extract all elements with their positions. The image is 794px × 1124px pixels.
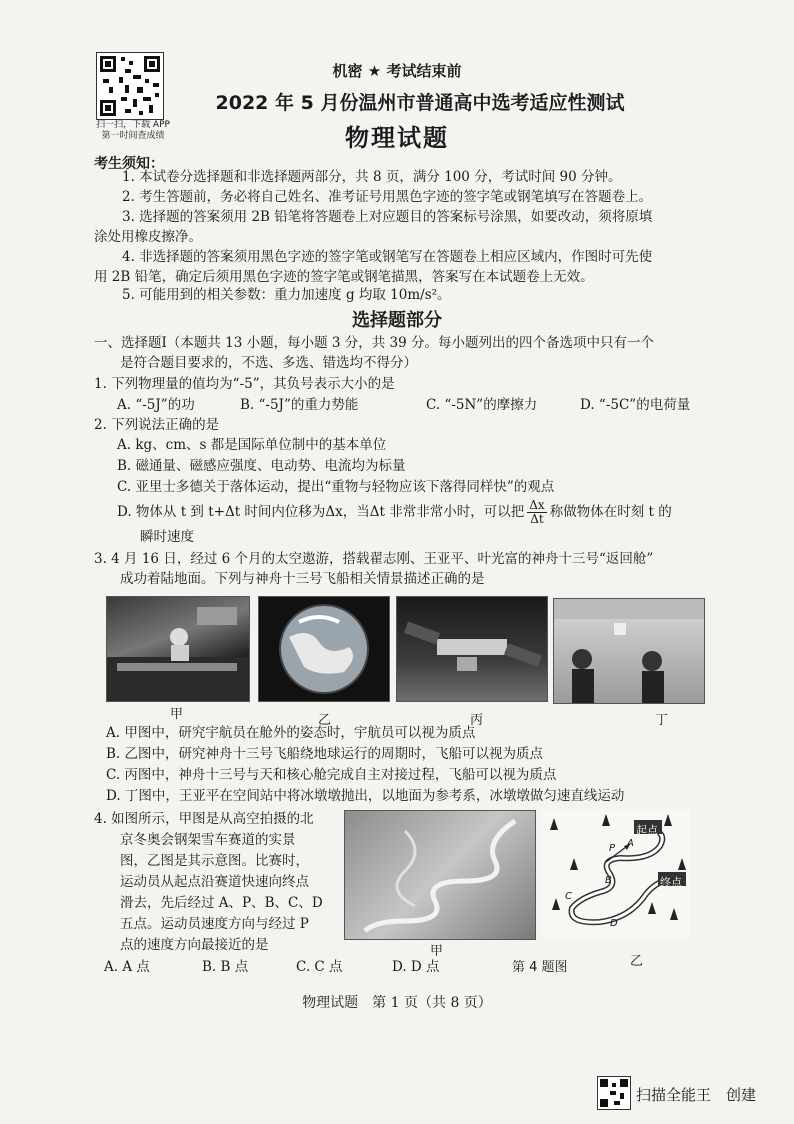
- q2-stem: 2. 下列说法正确的是: [94, 417, 220, 433]
- caption-q4-jia: 甲: [430, 944, 444, 959]
- part1-instruction: 一、选择题Ⅰ（本题共 13 小题，每小题 3 分，共 39 分。每小题列出的四个备选项中只有一个: [94, 335, 655, 351]
- q2-option-d-text: D. 物体从 t 到 t+Δt 时间内位移为Δx，当Δt 非常非常小时，可以把: [117, 504, 525, 520]
- q2-option-b: B. 磁通量、磁感应强度、电动势、电流均为标量: [117, 458, 406, 474]
- scanner-qr-code: [597, 1076, 631, 1110]
- photo-ding-station: [553, 598, 705, 704]
- subject-title: 物理试题: [345, 124, 449, 152]
- q4-stem-line: 京冬奥会钢架雪车赛道的实景: [120, 832, 296, 848]
- q3-stem-2: 成功着陆地面。下列与神舟十三号飞船相关情景描述正确的是: [120, 571, 485, 587]
- section-title: 选择题部分: [352, 310, 442, 331]
- fraction: [527, 499, 546, 526]
- q3-option-c: C. 丙图中，神舟十三号与天和核心舱完成自主对接过程，飞船可以视为质点: [106, 767, 557, 783]
- scanner-label: 扫描全能王 创建: [636, 1086, 757, 1104]
- notice-line: 2. 考生答题前，务必将自己姓名、准考证号用黑色字迹的签字笔或钢笔填写在答题卷上。: [122, 189, 653, 205]
- q4-option-a: A. A 点: [104, 959, 150, 975]
- notice-line: 用 2B 铅笔，确定后须用黑色字迹的签字笔或钢笔描黑，答案写在本试题卷上无效。: [94, 269, 594, 285]
- notice-line: 5. 可能用到的相关参数：重力加速度 g 均取 10m/s²。: [122, 287, 451, 303]
- q3-stem: 3. 4 月 16 日，经过 6 个月的太空遨游，搭载翟志刚、王亚平、叶光富的神舟十三号“返回舱”: [94, 551, 654, 567]
- q4-option-b: B. B 点: [202, 959, 249, 975]
- exam-title: 2022 年 5 月份温州市普通高中选考适应性测试: [215, 92, 625, 114]
- q3-option-a: A. 甲图中，研究宇航员在舱外的姿态时，宇航员可以视为质点: [106, 725, 476, 741]
- q1-option-c: C. “-5N”的摩擦力: [426, 397, 538, 413]
- point-a: A: [627, 838, 634, 849]
- q1-option-d: D. “-5C”的电荷量: [580, 397, 691, 413]
- q4-stem-line: 滑去，先后经过 A、P、B、C、D: [120, 895, 323, 911]
- fraction-numerator: Δx: [529, 498, 545, 512]
- notice-line: 1. 本试卷分选择题和非选择题两部分，共 8 页，满分 100 分，考试时间 90 分钟。: [122, 169, 622, 185]
- caption-yi: 乙: [318, 713, 332, 728]
- q2-option-d: [117, 499, 672, 526]
- q4-option-d: D. D 点: [392, 959, 440, 975]
- photo-jia-astronaut: [106, 596, 250, 702]
- point-d: D: [610, 918, 618, 929]
- caption-jia: 甲: [170, 707, 184, 722]
- q2-option-c: C. 亚里士多德关于落体运动，提出“重物与轻物应该下落得同样快”的观点: [117, 479, 555, 495]
- q1-stem: 1. 下列物理量的值均为“-5”，其负号表示大小的是: [94, 376, 395, 392]
- q4-stem-line: 五点。运动员速度方向与经过 P: [120, 916, 309, 932]
- q3-option-b: B. 乙图中，研究神舟十三号飞船绕地球运行的周期时，飞船可以视为质点: [106, 746, 544, 762]
- caption-bing: 丙: [470, 713, 484, 728]
- qr-caption: 扫一扫，下载 APP 第一时间查成绩: [96, 120, 170, 141]
- q4-stem-line: 图，乙图是其示意图。比赛时，: [120, 853, 309, 869]
- photo-track-aerial: [344, 810, 536, 940]
- caption-q4-figure: 第 4 题图: [512, 960, 568, 975]
- q4-stem-line: 点的速度方向最接近的是: [120, 937, 269, 953]
- photo-yi-earth: [258, 596, 390, 702]
- q4-stem-line: 4. 如图所示，甲图是从高空拍摄的北: [94, 811, 314, 827]
- photo-bing-docking: [396, 596, 548, 702]
- caption-ding: 丁: [655, 713, 669, 728]
- notice-heading: 考生须知：: [94, 156, 164, 172]
- notice-line: 3. 选择题的答案须用 2B 铅笔将答题卷上对应题目的答案标号涂黑，如要改动，须将原填: [122, 209, 653, 225]
- caption-q4-yi: 乙: [630, 954, 644, 969]
- q2-option-a: A. kg、cm、s 都是国际单位制中的基本单位: [117, 437, 387, 453]
- q2-option-d-text-2: 称做物体在时刻 t 的: [549, 504, 672, 520]
- q1-option-b: B. “-5J”的重力势能: [240, 397, 359, 413]
- q3-option-d: D. 丁图中，王亚平在空间站中将冰墩墩抛出，以地面为参考系，冰墩墩做匀速直线运动: [106, 788, 625, 804]
- point-b: B: [605, 875, 612, 886]
- page-footer: 物理试题 第 1 页（共 8 页）: [302, 995, 492, 1011]
- part1-instruction: 是符合题目要求的，不选、多选、错选均不得分）: [120, 355, 417, 371]
- confidential-mark: 机密 ★ 考试结束前: [332, 62, 462, 80]
- label-start: 起点: [636, 824, 658, 837]
- q4-option-c: C. C 点: [296, 959, 343, 975]
- label-end: 终点: [660, 876, 682, 889]
- q1-option-a: A. “-5J”的功: [117, 397, 195, 413]
- point-c: C: [565, 891, 572, 902]
- fraction-denominator: Δt: [530, 512, 544, 526]
- point-p: P: [609, 843, 616, 854]
- notice-line: 4. 非选择题的答案须用黑色字迹的签字笔或钢笔写在答题卷上相应区域内，作图时可先使: [122, 249, 653, 265]
- notice-line: 涂处用橡皮擦净。: [94, 229, 202, 245]
- q2-option-d-line2: 瞬时速度: [140, 529, 194, 545]
- q4-stem-line: 运动员从起点沿赛道快速向终点: [120, 874, 309, 890]
